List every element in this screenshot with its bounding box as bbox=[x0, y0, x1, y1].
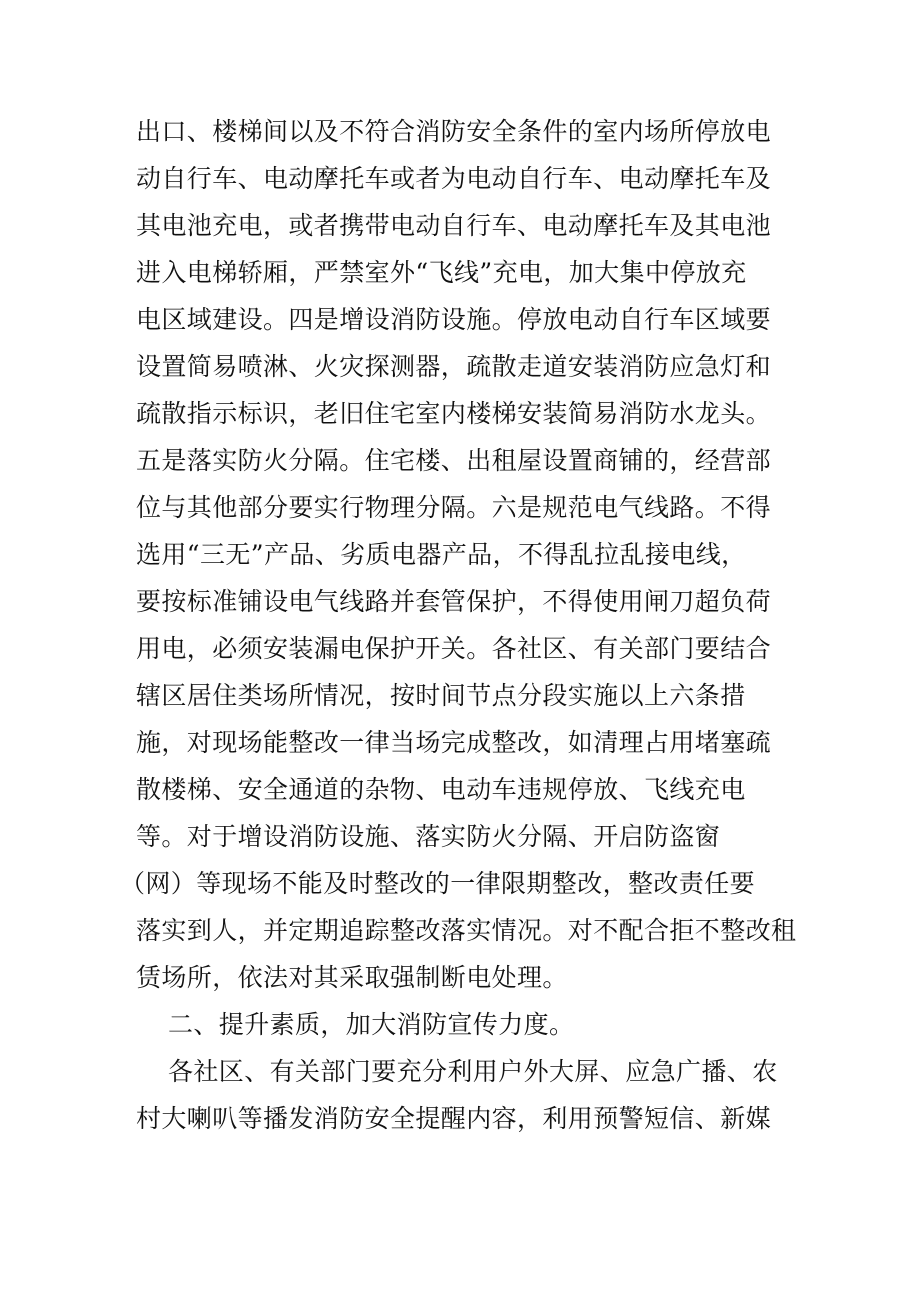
text-line: 选用“三无”产品、劣质电器产品，不得乱拉乱接电线， bbox=[136, 540, 747, 569]
section-heading: 二、提升素质，加大消防宣传力度。 bbox=[168, 1010, 575, 1039]
text-line: 动自行车、电动摩托车或者为电动自行车、电动摩托车及 bbox=[136, 164, 772, 193]
text-line: 用电，必须安装漏电保护开关。各社区、有关部门要结合 bbox=[136, 634, 772, 663]
text-line: 散楼梯、安全通道的杂物、电动车违规停放、飞线充电 bbox=[136, 775, 746, 804]
text-line: 各社区、有关部门要充分利用户外大屏、应急广播、农 bbox=[168, 1057, 778, 1086]
text-line: 电区域建设。四是增设消防设施。停放电动自行车区域要 bbox=[136, 305, 772, 334]
text-line: 疏散指示标识，老旧住宅室内楼梯安装简易消防水龙头。 bbox=[136, 399, 772, 428]
text-line: 位与其他部分要实行物理分隔。六是规范电气线路。不得 bbox=[136, 493, 772, 522]
text-line: 赁场所，依法对其采取强制断电处理。 bbox=[136, 963, 568, 992]
text-line: 设置简易喷淋、火灾探测器，疏散走道安装消防应急灯和 bbox=[136, 352, 772, 381]
text-line: 村大喇叭等播发消防安全提醒内容，利用预警短信、新媒 bbox=[136, 1104, 772, 1133]
text-line: 要按标准铺设电气线路并套管保护，不得使用闸刀超负荷 bbox=[136, 587, 772, 616]
text-line: 落实到人，并定期追踪整改落实情况。对不配合拒不整改租 bbox=[136, 916, 797, 945]
text-line: 等。对于增设消防设施、落实防火分隔、开启防盗窗 bbox=[136, 822, 721, 851]
text-line: 进入电梯轿厢，严禁室外“飞线”充电，加大集中停放充 bbox=[136, 258, 747, 287]
text-line: 出口、楼梯间以及不符合消防安全条件的室内场所停放电 bbox=[136, 117, 772, 146]
text-line: 辖区居住类场所情况，按时间节点分段实施以上六条措 bbox=[136, 681, 746, 710]
text-line: 五是落实防火分隔。住宅楼、出租屋设置商铺的，经营部 bbox=[136, 446, 772, 475]
text-line: 其电池充电，或者携带电动自行车、电动摩托车及其电池 bbox=[136, 211, 772, 240]
text-line: （网）等现场不能及时整改的一律限期整改，整改责任要 bbox=[120, 869, 756, 898]
text-line: 施，对现场能整改一律当场完成整改，如清理占用堵塞疏 bbox=[136, 728, 772, 757]
